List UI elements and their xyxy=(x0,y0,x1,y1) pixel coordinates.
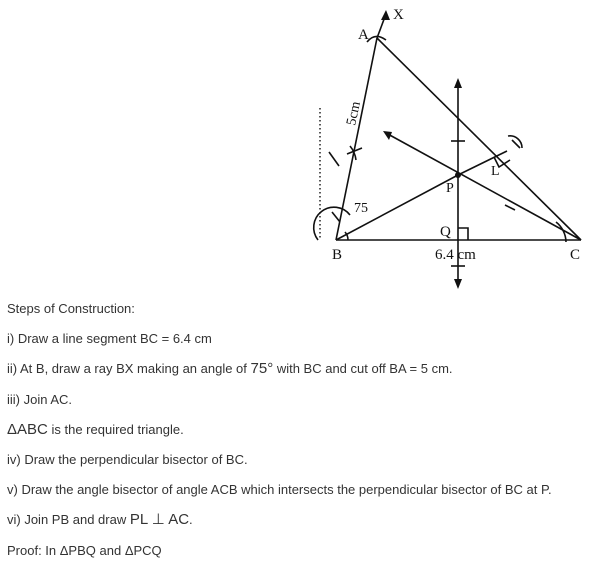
segment-ac xyxy=(377,38,581,240)
label-angle-b: 75 xyxy=(354,201,368,216)
arrowhead-x xyxy=(381,10,390,20)
right-angle-mark-q xyxy=(458,228,468,240)
step-4-text: is the required triangle. xyxy=(47,421,184,437)
label-a: A xyxy=(358,27,369,43)
step-3: iii) Join AC. xyxy=(7,391,73,407)
label-l: L xyxy=(491,164,500,179)
label-ba-length: 5cm xyxy=(344,100,364,127)
angle-bisector-c xyxy=(386,133,581,240)
label-p: P xyxy=(446,181,454,196)
step-4-triangle: ΔABC xyxy=(7,420,48,438)
label-bc-length: 6.4 cm xyxy=(435,247,476,263)
step-7 xyxy=(7,512,587,528)
label-c: C xyxy=(570,247,581,263)
point-p xyxy=(455,172,461,178)
segment-pl xyxy=(458,151,507,175)
step-2 xyxy=(7,361,587,377)
step-6: v) Draw the angle bisector of angle ACB which intersects the perpendicular bisector of BC at P. xyxy=(7,482,552,498)
step-7-text: vi) Join PB and draw xyxy=(7,512,130,528)
arc-mark-bisector-1 xyxy=(505,205,515,210)
proof-line xyxy=(7,543,587,559)
arrowhead-perp-bottom xyxy=(454,279,462,289)
proof-text: Proof: In xyxy=(7,542,60,558)
step-2-text: ii) At B, draw a ray BX making an angle of xyxy=(7,361,251,377)
arrowhead-bisector xyxy=(383,131,392,140)
arrowhead-perp-top xyxy=(454,78,462,88)
construction-steps xyxy=(7,301,587,573)
proof-triangle-1: ΔPBQ xyxy=(59,542,96,558)
arc-mark-left-1 xyxy=(329,152,339,166)
step-4 xyxy=(7,422,587,438)
arc-mark-bisector-2 xyxy=(512,140,520,148)
step-7-text-end: . xyxy=(189,512,193,528)
step-5: iv) Draw the perpendicular bisector of BC. xyxy=(7,451,248,467)
label-b: B xyxy=(332,247,343,263)
label-q: Q xyxy=(440,224,451,240)
proof-triangle-2: ΔPCQ xyxy=(124,542,162,558)
steps-heading: Steps of Construction: xyxy=(7,301,135,316)
label-x: X xyxy=(393,7,404,23)
angle-arc-c xyxy=(556,222,566,242)
arc-mark-left-2 xyxy=(332,212,340,222)
step-2-angle: 75° xyxy=(250,360,274,378)
proof-and: and xyxy=(95,542,125,558)
step-1: i) Draw a line segment BC = 6.4 cm xyxy=(7,331,212,347)
step-7-math: PL ⊥ AC xyxy=(129,511,190,529)
step-2-text-end: with BC and cut off BA = 5 cm. xyxy=(273,361,453,377)
